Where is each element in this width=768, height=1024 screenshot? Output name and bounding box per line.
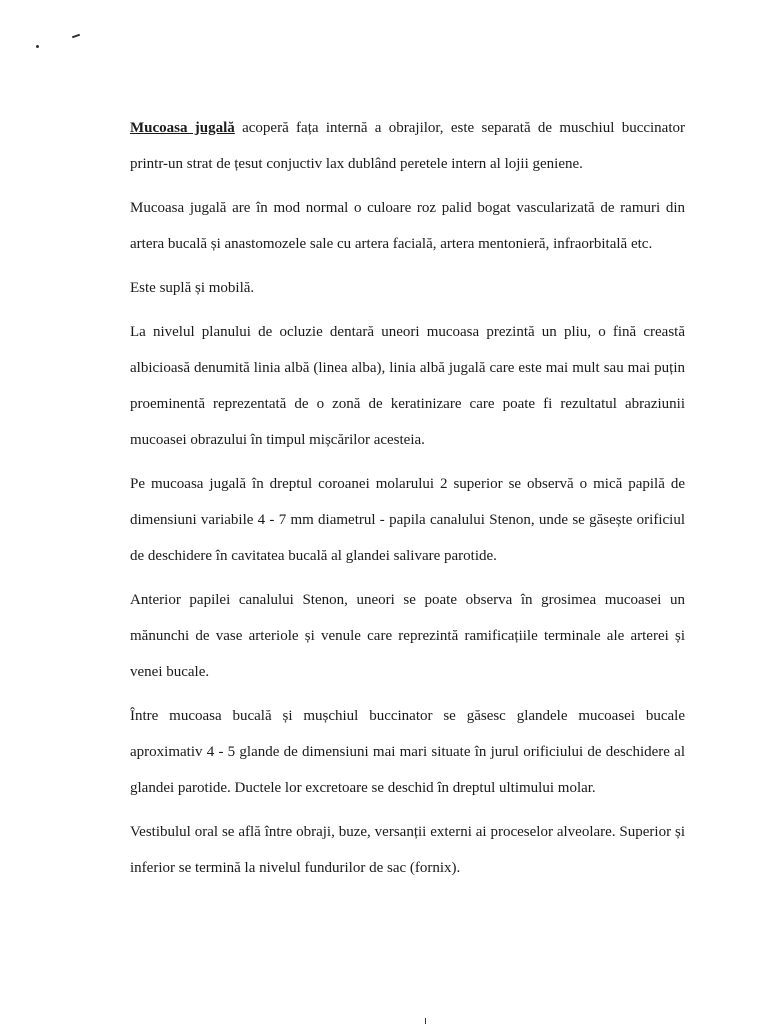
paragraph-linia-alba: La nivelul planului de ocluzie dentară uneori mucoasa prezintă un pliu, o fină creastă albicioasă denumită linia albă (linea alba), linia albă jugală care este mai mult sau mai puțin proeminentă reprezentată de o zonă de keratinizare care poate fi rezultatul abraziunii mucoasei obrazului în timpul mișcărilor acesteia. [130, 324, 685, 448]
term-mucoasa-jugala: Mucoasa jugală [130, 120, 235, 136]
paragraph-papila-stenon: Pe mucoasa jugală în dreptul coroanei molarului 2 superior se observă o mică papilă de dimensiuni variabile 4 - 7 mm diametrul - papila canalului Stenon, unde se găsește orificiul de deschidere în cavitatea bucală al glandei salivare parotide. [130, 476, 685, 564]
document-body [130, 110, 685, 894]
paragraph-text: acoperă fața internă a obrajilor, este separată de muschiul buccinator printr-un strat de țesut conjuctiv lax dublând peretele intern al lojii geniene. [130, 120, 685, 172]
paragraph-glande-mucoase: Între mucoasa bucală și mușchiul buccinator se găsesc glandele mucoasei bucale aproximativ 4 - 5 glande de dimensiuni mai mari situate în jurul orificiului de deschidere al glandei parotide. Ductele lor excretoare se deschid în dreptul ultimului molar. [130, 708, 685, 796]
paragraph-vestibul-oral: Vestibulul oral se află între obraji, buze, versanții externi ai proceselor alveolare. Superior și inferior se termină la nivelul fundurilor de sac (fornix). [130, 824, 685, 876]
paragraph-vase-arteriole: Anterior papilei canalului Stenon, uneori se poate observa în grosimea mucoasei un mănunchi de vase arteriole și venule care reprezintă ramificațiile terminale ale arterei și venei bucale. [130, 592, 685, 680]
scan-speck-bottom [425, 1018, 426, 1024]
scan-mark [72, 34, 80, 39]
paragraph-suplete: Este suplă și mobilă. [130, 280, 255, 296]
scan-speck [36, 45, 39, 48]
paragraph-vascularizatie: Mucoasa jugală are în mod normal o culoare roz palid bogat vascularizată de ramuri din artera bucală și anastomozele sale cu artera facială, artera mentonieră, infraorbitală etc. [130, 200, 685, 252]
paragraph-mucoasa-jugala [130, 110, 685, 182]
